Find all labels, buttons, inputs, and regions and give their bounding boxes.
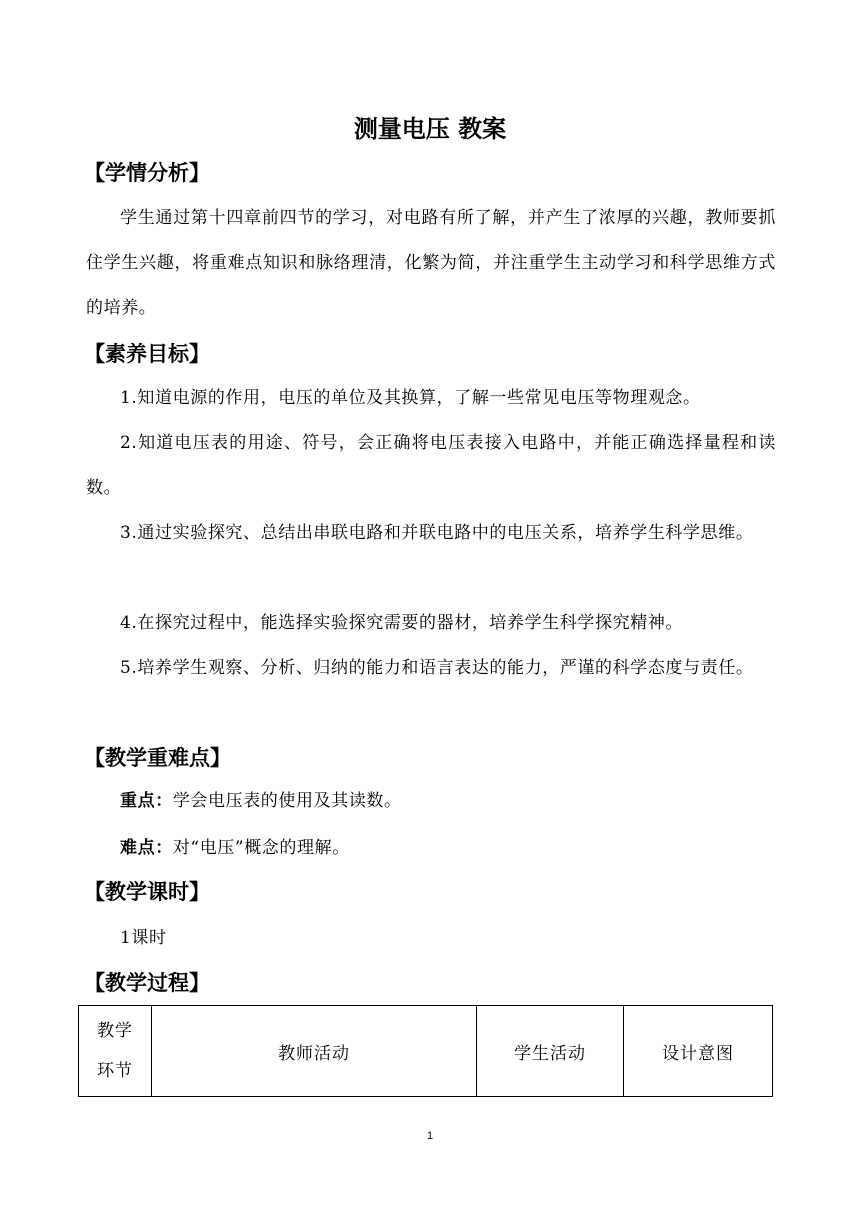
goal-item-5: 5.培养学生观察、分析、归纳的能力和语言表达的能力，严谨的科学态度与责任。	[120, 658, 754, 678]
difficult-point-text: 对“电压”概念的理解。	[172, 838, 350, 858]
goal-item-2: 2.知道电压表的用途、符号，会正确将电压表接入电路中，并能正确选择量程和读数。	[86, 433, 776, 498]
heading-literacy-goals: 【素养目标】	[84, 342, 210, 366]
header-stage-line-1: 教学	[97, 1021, 133, 1041]
situation-analysis-text: 学生通过第十四章前四节的学习，对电路有所了解，并产生了浓厚的兴趣，教师要抓住学生兴趣，将重难点知识和脉络理清，化繁为简，并注重学生主动学习和科学思维方式的培养。	[86, 208, 776, 318]
difficult-point	[86, 826, 776, 871]
heading-teaching-process: 【教学过程】	[84, 971, 210, 995]
difficult-point-label: 难点：	[120, 838, 173, 858]
goal-item-1: 1.知道电源的作用，电压的单位及其换算，了解一些常见电压等物理观念。	[120, 388, 701, 408]
heading-class-hours: 【教学课时】	[84, 880, 210, 904]
header-design-intent: 设计意图	[624, 1006, 773, 1097]
header-student-activity: 学生活动	[477, 1006, 624, 1097]
key-point-label: 重点：	[120, 791, 173, 811]
heading-situation-analysis: 【学情分析】	[84, 161, 210, 185]
header-teaching-stage	[79, 1006, 152, 1097]
header-stage-line-2: 环节	[97, 1061, 133, 1081]
key-point	[86, 779, 776, 824]
header-teacher-activity: 教师活动	[152, 1006, 477, 1097]
goal-item-4: 4.在探究过程中，能选择实验探究需要的器材，培养学生科学探究精神。	[120, 613, 684, 633]
key-point-text: 学会电压表的使用及其读数。	[172, 791, 402, 811]
page-number: 1	[426, 1130, 434, 1142]
teaching-process-table	[78, 1005, 773, 1097]
table-header-row	[79, 1006, 773, 1097]
goal-item-3: 3.通过实验探究、总结出串联电路和并联电路中的电压关系，培养学生科学思维。	[120, 523, 754, 543]
document-title: 测量电压 教案	[353, 115, 507, 143]
class-hours-text: 1课时	[120, 928, 167, 948]
heading-key-difficult-points: 【教学重难点】	[84, 746, 231, 770]
